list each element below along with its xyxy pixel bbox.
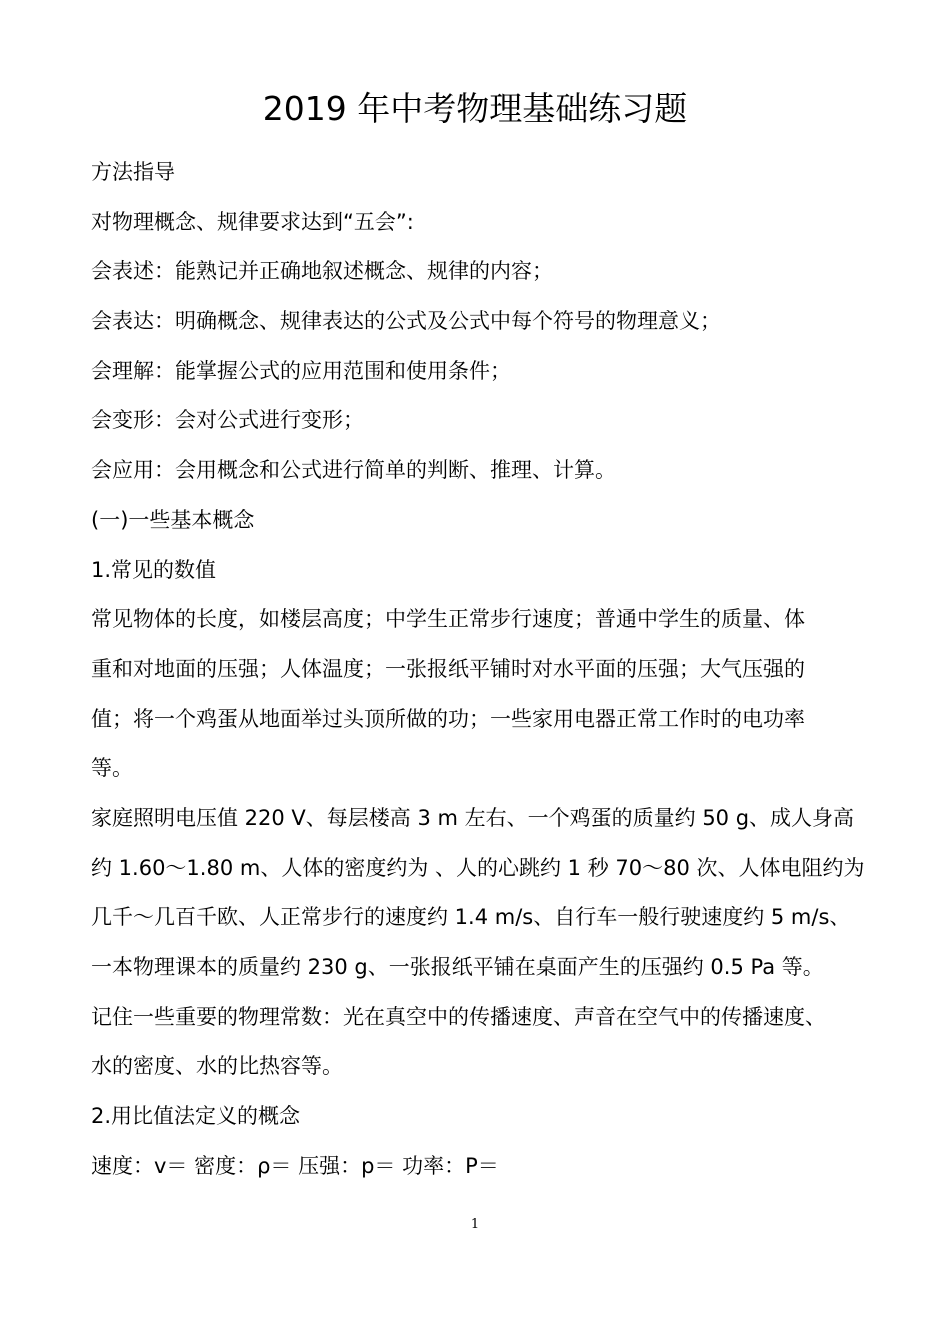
document-title: 2019 年中考物理基础练习题 (262, 89, 688, 128)
paragraph-line: 约 1.60～1.80 m、人体的密度约为 、人的心跳约 1 秒 70～80 次、人体电阻约为 (91, 856, 865, 880)
paragraph-line: 一本物理课本的质量约 230 g、一张报纸平铺在桌面产生的压强约 0.5 Pa 等。 (91, 955, 824, 979)
paragraph-line: 家庭照明电压值 220 V、每层楼高 3 m 左右、一个鸡蛋的质量约 50 g、成人身高 (91, 806, 855, 830)
paragraph-line: 等。 (91, 756, 133, 780)
text-line-five-skills: 对物理概念、规律要求达到“五会”: (91, 210, 414, 234)
paragraph-line: 几千～几百千欧、人正常步行的速度约 1.4 m/s、自行车一般行驶速度约 5 m/s、 (91, 905, 851, 929)
section-heading-basic-concepts: (一)一些基本概念 (91, 508, 255, 532)
text-line-express: 会表达：明确概念、规律表达的公式及公式中每个符号的物理意义； (91, 309, 721, 333)
paragraph-line: 重和对地面的压强；人体温度；一张报纸平铺时对水平面的压强；大气压强的 (91, 657, 805, 681)
text-line-method-heading: 方法指导 (91, 160, 175, 184)
formula-line: 速度：v＝ 密度：ρ＝ 压强：p＝ 功率：P＝ (91, 1154, 499, 1178)
page-number: 1 (470, 1217, 480, 1232)
paragraph-line: 常见物体的长度，如楼层高度；中学生正常步行速度；普通中学生的质量、体 (91, 607, 805, 631)
subheading-ratio-definitions: 2.用比值法定义的概念 (91, 1104, 301, 1128)
text-line-apply: 会应用：会用概念和公式进行简单的判断、推理、计算。 (91, 458, 616, 482)
text-line-transform: 会变形：会对公式进行变形； (91, 408, 364, 432)
paragraph-line: 水的密度、水的比热容等。 (91, 1054, 343, 1078)
paragraph-line: 值；将一个鸡蛋从地面举过头顶所做的功；一些家用电器正常工作时的电功率 (91, 707, 805, 731)
text-line-describe: 会表述：能熟记并正确地叙述概念、规律的内容； (91, 259, 553, 283)
text-line-understand: 会理解：能掌握公式的应用范围和使用条件； (91, 359, 511, 383)
paragraph-line: 记住一些重要的物理常数：光在真空中的传播速度、声音在空气中的传播速度、 (91, 1005, 826, 1029)
subheading-common-values: 1.常见的数值 (91, 558, 217, 582)
